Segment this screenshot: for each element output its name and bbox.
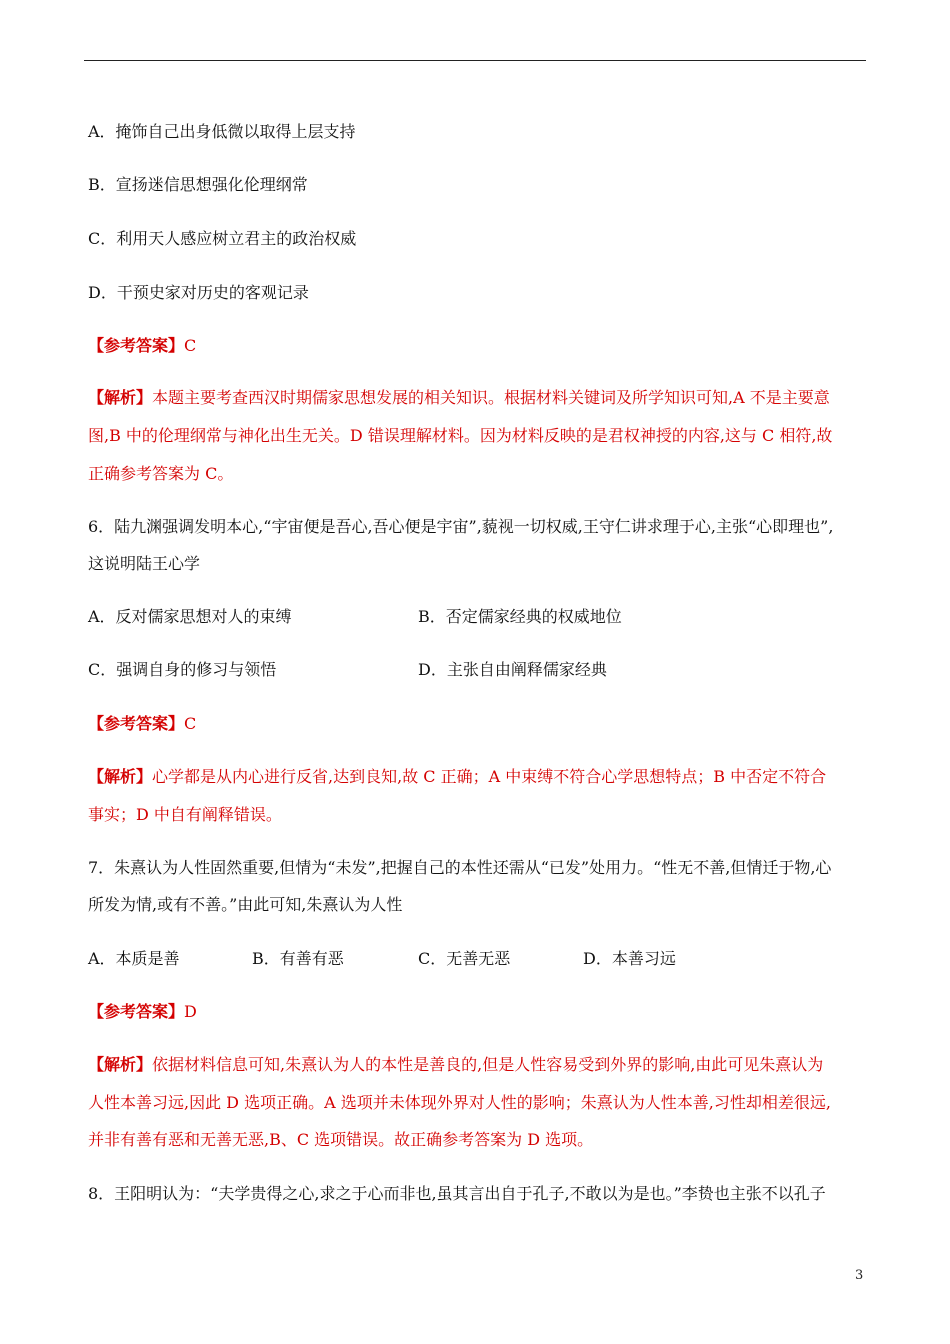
header-rule: [84, 60, 866, 61]
q6-answer: [88, 713, 196, 735]
analysis-label: 【解析】: [88, 388, 153, 407]
q6-stem-line-1: 6．陆九渊强调发明本心,“宇宙便是吾心,吾心便是宇宙”,藐视一切权威,王守仁讲求理于心,主张“心即理也”,: [88, 517, 834, 536]
q8-stem-line-1: 8．王阳明认为：“夫学贵得之心,求之于心而非也,虽其言出自于孔子,不敢以为是也。”李贽也主张不以孔子: [88, 1184, 826, 1203]
q7-option-c: C．无善无恶: [418, 949, 511, 968]
analysis-text: 本题主要考查西汉时期儒家思想发展的相关知识。根据材料关键词及所学知识可知,A 不是主要意: [152, 388, 830, 407]
q6-analysis-line-1: [88, 766, 826, 788]
q6-option-c: C．强调自身的修习与领悟: [88, 660, 277, 679]
answer-value: D: [184, 1002, 197, 1021]
q7-analysis-line-2: 人性本善习远,因此 D 选项正确。A 选项并未体现外界对人性的影响；朱熹认为人性本善,习性却相差很远,: [88, 1093, 831, 1112]
q7-option-b: B．有善有恶: [252, 949, 344, 968]
q7-analysis-line-1: [88, 1054, 823, 1076]
q7-analysis-line-3: 并非有善有恶和无善无恶,B、C 选项错误。故正确参考答案为 D 选项。: [88, 1130, 594, 1149]
q5-option-d: D．干预史家对历史的客观记录: [88, 283, 309, 302]
q6-option-d: D．主张自由阐释儒家经典: [418, 660, 607, 679]
q7-stem-line-1: 7．朱熹认为人性固然重要,但情为“未发”,把握自己的本性还需从“已发”处用力。“性无不善,但情迁于物,心: [88, 858, 832, 877]
answer-label: 【参考答案】: [88, 336, 185, 355]
answer-value: C: [184, 336, 197, 355]
answer-value: C: [184, 714, 197, 733]
q5-option-c: C．利用天人感应树立君主的政治权威: [88, 229, 357, 248]
analysis-label: 【解析】: [88, 767, 153, 786]
q7-option-d: D．本善习远: [583, 949, 676, 968]
q7-option-a: A．本质是善: [88, 949, 180, 968]
analysis-text: 心学都是从内心进行反省,达到良知,故 C 正确；A 中束缚不符合心学思想特点；B 中否定不符合: [152, 767, 827, 786]
q7-stem-line-2: 所发为情,或有不善。”由此可知,朱熹认为人性: [88, 895, 403, 914]
q6-stem-line-2: 这说明陆王心学: [88, 554, 201, 573]
analysis-label: 【解析】: [88, 1055, 153, 1074]
q5-option-b: B．宣扬迷信思想强化伦理纲常: [88, 175, 308, 194]
q6-option-a: A．反对儒家思想对人的束缚: [88, 607, 292, 626]
q6-option-b: B．否定儒家经典的权威地位: [418, 607, 622, 626]
answer-label: 【参考答案】: [88, 714, 185, 733]
q5-analysis-line-2: 图,B 中的伦理纲常与神化出生无关。D 错误理解材料。因为材料反映的是君权神授的内容,这与 C 相符,故: [88, 426, 833, 445]
analysis-text: 依据材料信息可知,朱熹认为人的本性是善良的,但是人性容易受到外界的影响,由此可见朱熹认为: [152, 1055, 824, 1074]
q6-analysis-line-2: 事实；D 中自有阐释错误。: [88, 805, 282, 824]
q5-analysis-line-3: 正确参考答案为 C。: [88, 464, 234, 483]
q5-analysis-line-1: [88, 387, 830, 409]
page-number: 3: [855, 1268, 864, 1283]
q7-answer: [88, 1001, 197, 1023]
q5-answer: [88, 335, 196, 357]
answer-label: 【参考答案】: [88, 1002, 185, 1021]
q5-option-a: A．掩饰自己出身低微以取得上层支持: [88, 122, 356, 141]
